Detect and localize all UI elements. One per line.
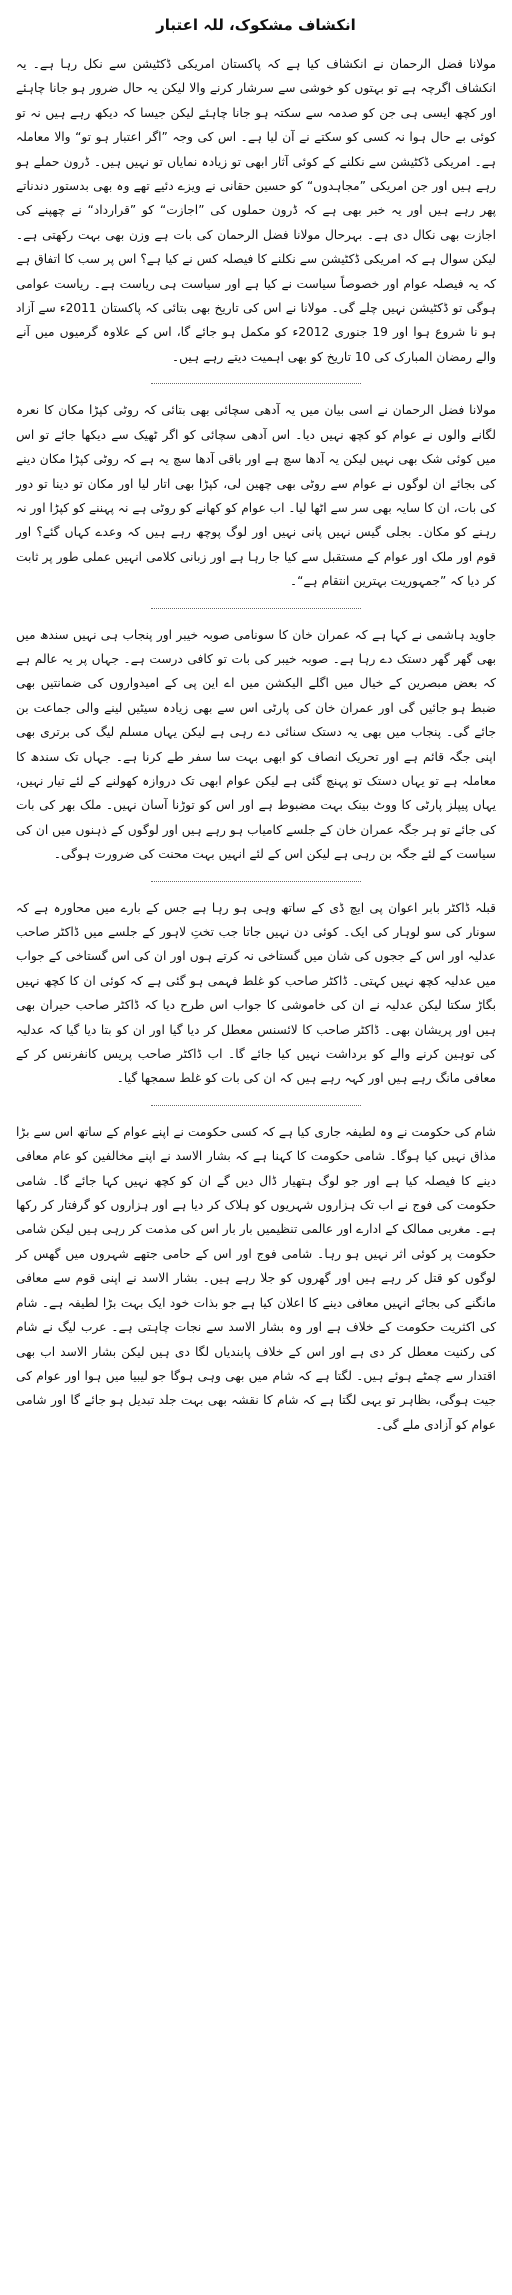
column-headline: انکشاف مشکوک، للہ اعتبار [156,16,356,34]
section-3-paragraph: جاوید ہاشمی نے کہا ہے کہ عمران خان کا سونامی صوبہ خیبر اور پنجاب ہی نہیں سندھ میں بھی گھر گھر دستک دے رہا ہے۔ صوبہ خیبر کی بات تو کافی درست ہے۔ جہاں پر یہ عالم ہے کہ بعض مبصرین کے خیال میں اگلے الیکشن میں اے این پی کے امیدواروں کی ضمانتیں بھی ضبط ہو جائیں گی اور عمران خان کی پارٹی اس سے بھی زیادہ سیٹیں لینے والی جماعت بن جائے گی۔ پنجاب میں بھی یہ دستک سنائی دے رہی ہے لیکن یہاں مسلم لیگ کی برتری بھی اپنی جگہ قائم ہے اور تحریک انصاف کو ابھی بہت سا سفر طے کرنا ہے۔ جہاں تک سندھ کا معاملہ ہے تو یہاں دستک تو پہنچ گئی ہے لیکن عوام ابھی تک دروازہ کھولنے کے لئے تیار نہیں، یہاں پیپلز پارٹی کا ووٹ بینک بہت مضبوط ہے اور اس کو توڑنا آسان نہیں۔ ملک بھر کی بات کی جائے تو ہر جگہ عمران خان کے جلسے کامیاب ہو رہے ہیں اور لوگوں کے ذہنوں میں ان کی سیاست کے لئے جگہ بن رہی ہے لیکن اس کے لئے انہیں بہت محنت کی ضرورت ہوگی۔ [16,627,496,862]
section-divider [151,383,361,384]
section-5-paragraph: شام کی حکومت نے وہ لطیفہ جاری کیا ہے کہ کسی حکومت نے اپنے عوام کے ساتھ اس سے بڑا مذاق نہیں کیا ہوگا۔ شامی حکومت کا کہنا ہے کہ بشار الاسد نے اپنے مخالفین کو عام معافی دینے کا فیصلہ کیا ہے اور جو لوگ ہتھیار ڈال دیں گے ان کو کچھ نہیں کہا جائے گا۔ شامی حکومت کی فوج نے اب تک ہزاروں شہریوں کو ہلاک کر دیا ہے اور ہزاروں کو گرفتار کر رکھا ہے۔ مغربی ممالک کے ادارے اور عالمی تنظیمیں بار بار اس کی مذمت کر رہی ہیں لیکن شامی حکومت پر کوئی اثر نہیں ہو رہا۔ شامی فوج اور اس کے حامی جتھے شہروں میں گھس کر لوگوں کو قتل کر رہے ہیں اور گھروں کو جلا رہے ہیں۔ بشار الاسد نے اپنی قوم سے معافی مانگنے کی بجائے انہیں معافی دینے کا اعلان کیا ہے جو بذات خود ایک بہت بڑا لطیفہ ہے۔ شام کی اکثریت حکومت کے خلاف ہے اور وہ بشار الاسد سے نجات چاہتی ہے۔ عرب لیگ نے شام کی رکنیت معطل کر دی ہے اور اس کے خلاف پابندیاں لگا دی ہیں لیکن بشار الاسد اب بھی اقتدار سے چمٹے ہوئے ہیں۔ لگتا ہے کہ شام میں بھی وہی ہوگا جو لیبیا میں ہوا اور عوام کی جیت ہوگی، بظاہر تو یہی لگتا ہے کہ شام کا نقشہ بھی بہت جلد تبدیل ہو جائے گا اور شامی عوام کو آزادی ملے گی۔ [16,1124,496,1432]
section-2-paragraph: مولانا فضل الرحمان نے اسی بیان میں یہ آدھی سچائی بھی بتائی کہ روٹی کپڑا مکان کا نعرہ لگانے والوں نے عوام کو کچھ نہیں دیا۔ اس آدھی سچائی کو اگر ٹھیک سے دیکھا جائے تو اس میں کوئی شک بھی نہیں لیکن یہ آدھا سچ ہے اور باقی آدھا سچ یہ ہے کہ روٹی کپڑا مکان دینے کی بجائے ان لوگوں نے عوام سے روٹی بھی چھین لی، کپڑا بھی اتار لیا اور مکان تو دینا تو دور کی بات، ان کا سایہ بھی سر سے اٹھا لیا۔ اب عوام کو کھانے کو روٹی ہے نہ پہننے کو کپڑا اور نہ رہنے کو مکان۔ بجلی گیس نہیں پانی نہیں اور لوگ پوچھ رہے ہیں کہ وعدے کہاں گئے؟ اور قوم اور ملک اور عوام کے مستقبل سے کیا جا رہا ہے اور زبانی کلامی انہیں عملی طور پر ثابت کر دیا کہ ”جمہوریت بہترین انتقام ہے“۔ [16,403,496,589]
section-4-paragraph: قبلہ ڈاکٹر بابر اعوان پی ایچ ڈی کے ساتھ وہی ہو رہا ہے جس کے بارے میں محاورہ ہے کہ سونار کی سو لوہار کی ایک۔ کوئی دن نہیں جاتا جب تختِ لاہور کے جلسے میں ڈاکٹر صاحب عدلیہ اور اس کے ججوں کی شان میں گستاخی نہ کرتے ہوں اور ان کی اس گستاخی کے جواب میں عدلیہ کچھ نہیں کہتی۔ ڈاکٹر صاحب کو غلط فہمی ہو گئی ہے کہ کوئی ان کا کچھ نہیں بگاڑ سکتا لیکن عدلیہ نے ان کی خاموشی کا جواب اس طرح دیا کہ ڈاکٹر صاحب حیران بھی ہیں اور پریشان بھی۔ ڈاکٹر صاحب کا لائسنس معطل کر دیا گیا اور ان کو بتا دیا گیا کہ عدلیہ کی توہین کرنے والے کو برداشت نہیں کیا جائے گا۔ اب ڈاکٹر صاحب پریس کانفرنس کر کے معافی مانگ رہے ہیں اور کہہ رہے ہیں کہ ان کی بات کو غلط سمجھا گیا۔ [16,900,496,1086]
section-divider [151,881,361,882]
section-1-paragraph: مولانا فضل الرحمان نے انکشاف کیا ہے کہ پاکستان امریکی ڈکٹیشن سے نکل رہا ہے۔ یہ انکشاف اگرچہ ہے تو بہتوں کو خوشی سے سرشار کرنے والا لیکن یہ حال ضرور ہو جانا چاہئے اور کچھ ایسی ہی جن کو صدمہ سے سکتہ ہو جانا چاہئے لیکن جیسا کہ دیکھ رہے ہیں نہ تو کوئی بے حال ہوا نہ کسی کو سکتے نے آن لیا ہے۔ اس کی وجہ ”اگر اعتبار ہو تو“ والا معاملہ ہے۔ امریکی ڈکٹیشن سے نکلنے کے کوئی آثار ابھی تو زیادہ نمایاں تو نہیں ہیں۔ ڈرون حملے ہو رہے ہیں اور جن امریکی ”مجاہدوں“ کو حسین حقانی نے ویزے دئیے تھے وہ بھی بدستور دندناتے پھر رہے ہیں اور یہ خبر بھی ہے کہ ڈرون حملوں کی ”اجازت“ کو ”قرارداد“ نے چھپنے کی اجازت بھی نکال دی ہے۔ بہرحال مولانا فضل الرحمان کی بات ہے وزن بھی بہت رکھتی ہے۔ لیکن سوال ہے کہ امریکی ڈکٹیشن سے نکلنے کا فیصلہ کس نے کیا ہے؟ اس پر سب کا اتفاق ہے کہ یہ فیصلہ عوام اور خصوصاً سیاست نے کیا ہے اور سیاست ہی ریاست ہے۔ ریاست عوامی ہوگی تو ڈکٹیشن نہیں چلے گی۔ مولانا نے اس کی تاریخ بھی بتائی کہ پاکستان 2011ء سے آزاد ہو نا شروع ہوا اور 19 جنوری 2012ء کو مکمل ہو جائے گا، اس کے علاوہ گرمیوں میں آنے والے رمضان المبارک کی 10 تاریخ کو بھی اہمیت دیتے رہے ہیں۔ [16,57,496,364]
section-divider [151,1105,361,1106]
section-divider [151,608,361,609]
